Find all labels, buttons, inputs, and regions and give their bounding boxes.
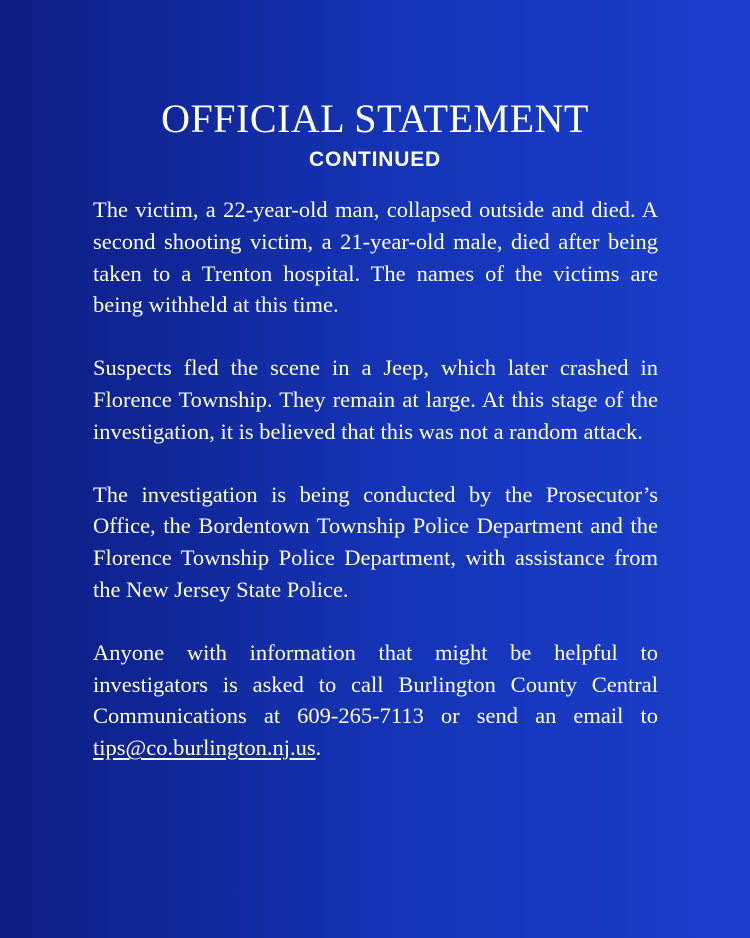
paragraph-contact bbox=[93, 637, 658, 764]
paragraph-victims: The victim, a 22-year-old man, collapsed outside and died. A second shooting victim, a 21-year-old male, died after being taken to a Trenton hospital. The names of the victims are being withheld at this time. bbox=[93, 197, 658, 318]
paragraph-investigation: The investigation is being conducted by the Prosecutor’s Office, the Bordentown Township Police Department and the Florence Township Police Department, with assistance from the New Jersey State Police. bbox=[93, 481, 658, 602]
contact-text: Anyone with information that might be helpful to investigators is asked to call Burlington County Central Communications at 609-265-7113 or send an email to bbox=[93, 639, 658, 729]
paragraph-suspects: Suspects fled the scene in a Jeep, which later crashed in Florence Township. They remain at large. At this stage of the investigation, it is believed that this was not a random attack. bbox=[93, 355, 658, 444]
statement-body bbox=[93, 194, 658, 795]
contact-period: . bbox=[315, 735, 322, 761]
page-title: OFFICIAL STATEMENT bbox=[161, 96, 589, 141]
page-subtitle: CONTINUED bbox=[308, 148, 442, 171]
email-link[interactable]: tips@co.burlington.nj.us bbox=[93, 735, 316, 761]
